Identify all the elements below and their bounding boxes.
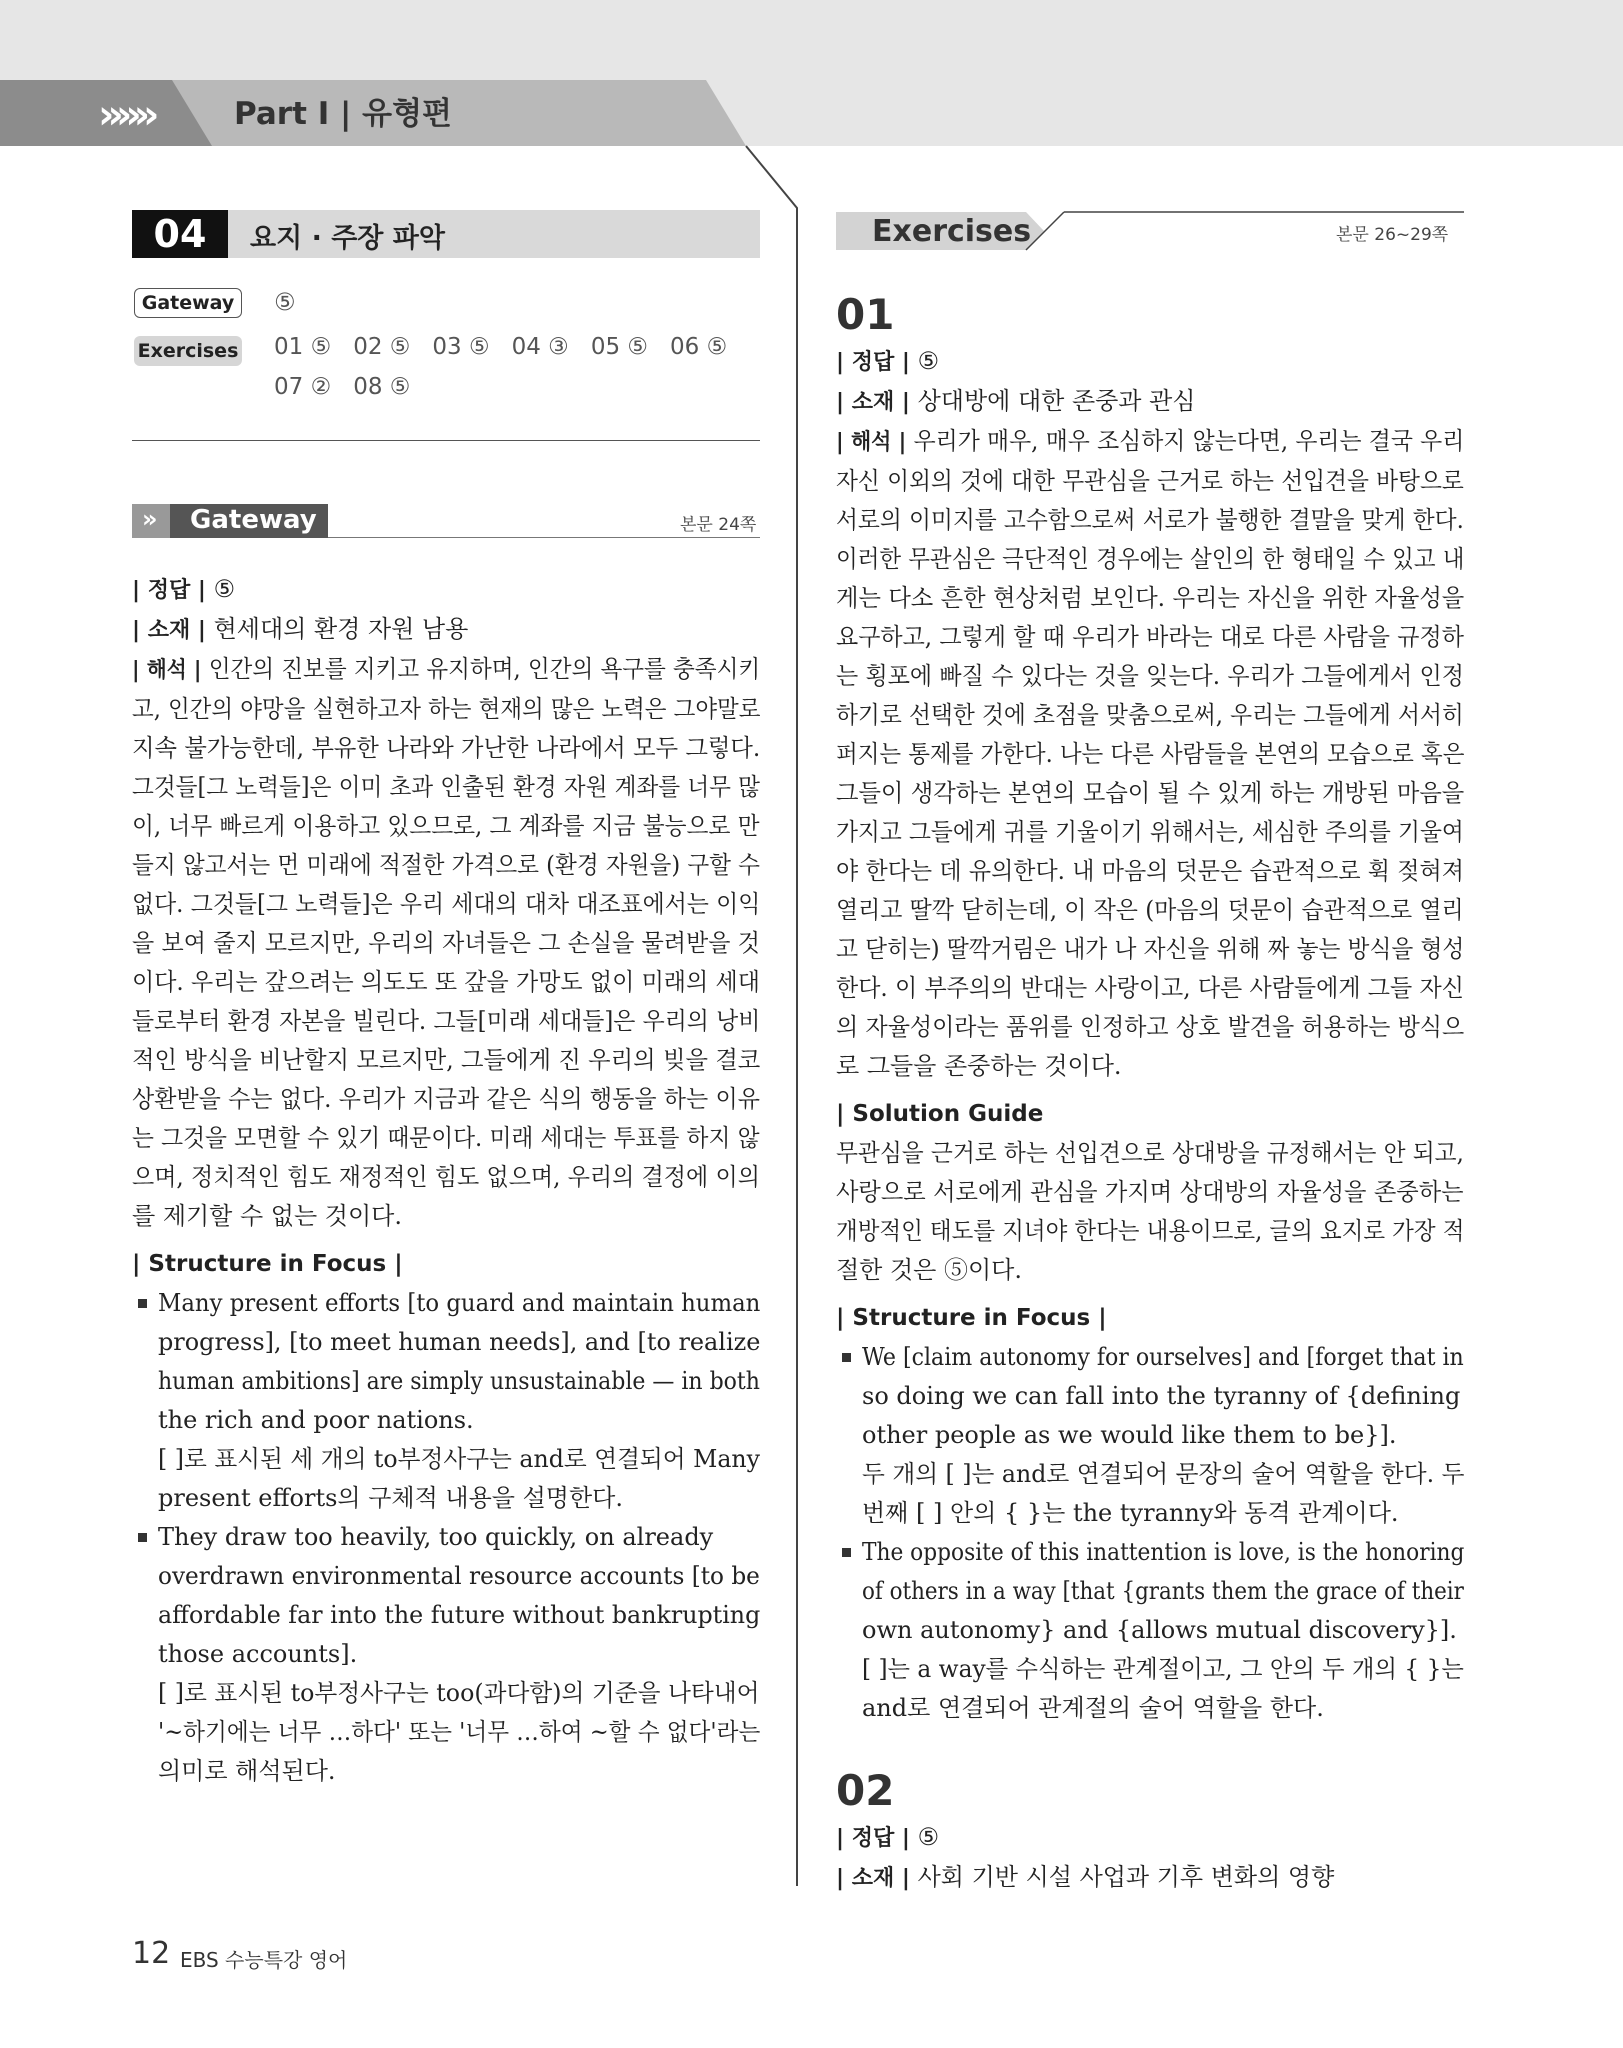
solution-title: Solution Guide <box>852 1101 1044 1127</box>
translation-line: 요구하고, 그렇게 할 때 우리가 바라는 대로 다른 사람을 규정하 <box>836 623 1464 651</box>
question-number: 02 <box>836 1766 895 1815</box>
answer-value: ⑤ <box>213 575 236 603</box>
label-bar-icon: | <box>891 430 914 455</box>
label-bar-icon: | <box>836 1101 853 1127</box>
exercise-answer: 05 ⑤ <box>590 334 649 360</box>
translation-line: 로 그들을 존중하는 것이다. <box>836 1052 1122 1080</box>
structure-line: human ambitions] are simply unsustainable — in both <box>158 1367 760 1395</box>
translation-line: 야 한다는 데 유의한다. 내 마음의 덧문은 습관적으로 휙 젖혀져 <box>836 857 1464 885</box>
label-bar-icon: | <box>836 1866 852 1891</box>
structure-line: other people as we would like them to be}]. <box>862 1421 1397 1449</box>
structure-item <box>836 1533 1464 1728</box>
translation-line: 들지 않고서는 먼 미래에 적절한 가격으로 (환경 자원을) 구할 수 <box>132 851 760 879</box>
structure-line: the rich and poor nations. <box>158 1406 474 1434</box>
translation-line: 는 횡포에 빠질 수 있다는 것을 잊는다. 우리가 그들에게서 인정 <box>836 662 1464 690</box>
label-bar-icon: | <box>894 350 918 375</box>
label-bar-icon: | <box>1090 1305 1107 1331</box>
exercise-answers-row-2 <box>274 374 410 400</box>
chevron-icon: » <box>142 505 158 533</box>
book-title: EBS 수능특강 영어 <box>180 1948 348 1972</box>
answer-row <box>836 342 1464 382</box>
gateway-title: Gateway <box>190 505 317 535</box>
structure-line: of others in a way [that {grants them the grace of their <box>862 1577 1464 1605</box>
translation <box>836 422 1464 1086</box>
translation-text: 인간의 진보를 지키고 유지하며, 인간의 욕구를 충족시키 <box>208 655 761 683</box>
label-bar-icon: | <box>836 1826 852 1851</box>
structure-note: 두 개의 [ ]는 and로 연결되어 문장의 술어 역할을 한다. 두 <box>862 1460 1465 1488</box>
exercise-answer: 03 ⑤ <box>432 334 490 360</box>
structure-item <box>132 1518 760 1791</box>
answer-row <box>836 1818 1464 1858</box>
translation-line: 게는 다소 흔한 현상처럼 보인다. 우리는 자신을 위한 자율성을 <box>836 584 1465 612</box>
translation-line <box>836 422 1465 462</box>
structure-heading <box>132 1244 760 1284</box>
exercise-answer: 06 ⑤ <box>670 334 728 360</box>
label-bar-icon: | <box>132 658 147 683</box>
exercise-answer: 02 ⑤ <box>353 334 411 360</box>
solution-line: 무관심을 근거로 하는 선입견으로 상대방을 규정해서는 안 되고, <box>836 1139 1464 1167</box>
label-bar-icon: | <box>132 618 148 643</box>
translation-line: 는 그것을 모면할 수 있기 때문이다. 미래 세대는 투표를 하지 않 <box>132 1124 760 1152</box>
translation-line: 으며, 정치적인 힘도 재정적인 힘도 없으며, 우리의 결정에 이의 <box>132 1163 760 1191</box>
section-number: 04 <box>132 210 228 258</box>
gateway-tag: Gateway <box>134 288 242 318</box>
translation-line: 의 자율성이라는 품위를 인정하고 상호 발견을 허용하는 방식으 <box>836 1013 1465 1041</box>
translation-line: 없다. 그것들[그 노력들]은 우리 세대의 대차 대조표에서는 이익 <box>132 890 761 918</box>
label-bar-icon: | <box>836 350 852 375</box>
label-bar-icon: | <box>132 1251 149 1277</box>
answer-value: ⑤ <box>917 1823 940 1851</box>
gateway-rule <box>328 537 760 538</box>
topic-value: 사회 기반 시설 사업과 기후 변화의 영향 <box>917 1863 1335 1891</box>
label-bar-icon: | <box>186 658 209 683</box>
translation-line: 그것들[그 노력들]은 이미 초과 인출된 환경 자원 계좌를 너무 많 <box>132 773 760 801</box>
translation-line: 고 닫히는) 딸깍거림은 내가 나 자신을 위해 짜 놓는 방식을 형성 <box>836 935 1465 963</box>
topic-row <box>132 610 760 650</box>
exercises-tag: Exercises <box>134 336 242 366</box>
structure-note: [ ]는 a way를 수식하는 관계절이고, 그 안의 두 개의 { }는 <box>862 1655 1464 1683</box>
structure-item <box>132 1284 760 1518</box>
translation-line: 이다. 우리는 갚으려는 의도도 또 갚을 가망도 없이 미래의 세대 <box>132 968 760 996</box>
topic-label: 소재 <box>851 390 895 415</box>
structure-line: The opposite of this inattention is love, is the honoring <box>862 1538 1465 1566</box>
label-bar-icon: | <box>132 578 148 603</box>
solution-line: 사랑으로 서로에게 관심을 가지며 상대방의 자율성을 존중하는 <box>836 1178 1464 1206</box>
exercises-title: Exercises <box>872 214 1032 249</box>
exercise-answer: 04 ③ <box>511 334 569 360</box>
translation-line: 서로의 이미지를 고수함으로써 서로가 불행한 결말을 맞게 한다. <box>836 506 1464 534</box>
structure-line: They draw too heavily, too quickly, on already <box>158 1523 714 1551</box>
answer-label: 정답 <box>851 1826 895 1851</box>
gateway-body <box>132 570 760 1791</box>
q02-body <box>836 1818 1464 1898</box>
section-title: 요지 · 주장 파악 <box>250 223 445 254</box>
translation-line: 이, 너무 빠르게 이용하고 있으므로, 그 계좌를 지금 불능으로 만 <box>132 812 760 840</box>
translation-line: 이러한 무관심은 극단적인 경우에는 살인의 한 형태일 수 있고 내 <box>836 545 1465 573</box>
translation-line: 자신 이외의 것에 대한 무관심을 근거로 하는 선입견을 바탕으로 <box>836 467 1464 495</box>
structure-title: Structure in Focus <box>852 1305 1091 1331</box>
translation-line: 들로부터 환경 자본을 빌린다. 그들[미래 세대들]은 우리의 낭비 <box>132 1007 761 1035</box>
q01-body <box>836 342 1464 1728</box>
label-bar-icon: | <box>894 1866 918 1891</box>
label-bar-icon: | <box>386 1251 403 1277</box>
solution-guide <box>836 1134 1464 1290</box>
structure-line: progress], [to meet human needs], and [to realize <box>158 1328 761 1356</box>
label-bar-icon: | <box>894 390 918 415</box>
topic-label: 소재 <box>851 1866 895 1891</box>
translation <box>132 650 760 1236</box>
structure-item <box>836 1338 1464 1533</box>
divider <box>132 440 760 441</box>
answer-label: 정답 <box>851 350 895 375</box>
topic-row <box>836 382 1464 422</box>
topic-value: 현세대의 환경 자원 남용 <box>213 615 469 643</box>
label-bar-icon: | <box>190 578 214 603</box>
answer-row <box>132 570 760 610</box>
structure-note: present efforts의 구체적 내용을 설명한다. <box>158 1484 623 1512</box>
solution-line: 절한 것은 ⑤이다. <box>836 1256 1022 1284</box>
structure-note: and로 연결되어 관계절의 술어 역할을 한다. <box>862 1694 1324 1722</box>
translation-line: 퍼지는 통제를 가한다. 나는 다른 사람들을 본연의 모습으로 혹은 <box>836 740 1465 768</box>
structure-title: Structure in Focus <box>148 1251 387 1277</box>
solution-line: 개방적인 태도를 지녀야 한다는 내용이므로, 글의 요지로 가장 적 <box>836 1217 1465 1245</box>
gateway-page-ref: 본문 24쪽 <box>680 515 757 535</box>
translation-line: 를 제기할 수 없는 것이다. <box>132 1202 402 1230</box>
label-bar-icon: | <box>836 430 851 455</box>
structure-line: affordable far into the future without bankrupting <box>158 1601 761 1629</box>
label-bar-icon: | <box>190 618 214 643</box>
answer-label: 정답 <box>147 578 191 603</box>
structure-note: '~하기에는 너무 …하다' 또는 '너무 …하여 ~할 수 없다'라는 <box>158 1718 761 1746</box>
gateway-answer: ⑤ <box>274 288 296 316</box>
translation-line: 상환받을 수는 없다. 우리가 지금과 같은 식의 행동을 하는 이유 <box>132 1085 760 1113</box>
page-number: 12 <box>132 1936 171 1971</box>
translation-line: 을 보여 줄지 모르지만, 우리의 자녀들은 그 손실을 물려받을 것 <box>132 929 760 957</box>
translation-line: 그들이 생각하는 본연의 모습이 될 수 있게 하는 개방된 마음을 <box>836 779 1465 807</box>
structure-note: [ ]로 표시된 to부정사구는 too(과다함)의 기준을 나타내어 <box>158 1679 760 1707</box>
structure-line: so doing we can fall into the tyranny of {defining <box>862 1382 1461 1410</box>
translation-label: 해석 <box>146 658 187 683</box>
translation-line: 지속 불가능한데, 부유한 나라와 가난한 나라에서 모두 그렇다. <box>132 734 761 762</box>
structure-note: 의미로 해석된다. <box>158 1757 336 1785</box>
translation-line: 한다. 이 부주의의 반대는 사랑이고, 다른 사람들에게 그들 자신 <box>836 974 1464 1002</box>
translation-line: 고, 인간의 야망을 실현하고자 하는 현재의 많은 노력은 그야말로 <box>132 695 761 723</box>
exercise-answers-row-1 <box>274 334 727 360</box>
exercise-answer: 01 ⑤ <box>274 334 332 360</box>
structure-line: those accounts]. <box>158 1640 358 1668</box>
answer-value: ⑤ <box>917 347 940 375</box>
topic-row <box>836 1858 1464 1898</box>
exercise-answer: 08 ⑤ <box>353 374 411 400</box>
structure-line: Many present efforts [to guard and maintain human <box>158 1289 761 1317</box>
label-bar-icon: | <box>836 1305 853 1331</box>
question-number: 01 <box>836 290 895 339</box>
structure-line: We [claim autonomy for ourselves] and [forget that in <box>862 1343 1464 1371</box>
structure-note: [ ]로 표시된 세 개의 to부정사구는 and로 연결되어 Many <box>158 1445 761 1473</box>
translation-line <box>132 650 761 690</box>
exercises-page-ref: 본문 26~29쪽 <box>1336 225 1449 245</box>
translation-label: 해석 <box>850 430 892 455</box>
header-chevrons-icon: »»» <box>98 92 152 138</box>
structure-line: own autonomy} and {allows mutual discovery}]. <box>862 1616 1457 1644</box>
topic-value: 상대방에 대한 존중과 관심 <box>917 387 1196 415</box>
translation-line: 하기로 선택한 것에 초점을 맞춤으로써, 우리는 그들에게 서서히 <box>836 701 1464 729</box>
structure-line: overdrawn environmental resource accounts [to be <box>158 1562 760 1590</box>
translation-text: 우리가 매우, 매우 조심하지 않는다면, 우리는 결국 우리 <box>913 427 1465 455</box>
label-bar-icon: | <box>894 1826 918 1851</box>
label-bar-icon: | <box>836 390 852 415</box>
part-title: Part Ⅰ | 유형편 <box>234 96 452 132</box>
translation-line: 열리고 딸깍 닫히는데, 이 작은 (마음의 덧문이 습관적으로 열리 <box>836 896 1464 924</box>
translation-line: 가지고 그들에게 귀를 기울이기 위해서는, 세심한 주의를 기울여 <box>836 818 1464 846</box>
structure-heading <box>836 1298 1464 1338</box>
solution-heading <box>836 1094 1464 1134</box>
topic-label: 소재 <box>147 618 191 643</box>
exercise-answer: 07 ② <box>274 374 332 400</box>
translation-line: 적인 방식을 비난할지 모르지만, 그들에게 진 우리의 빚을 결코 <box>132 1046 761 1074</box>
structure-note: 번째 [ ] 안의 { }는 the tyranny와 동격 관계이다. <box>862 1499 1399 1527</box>
